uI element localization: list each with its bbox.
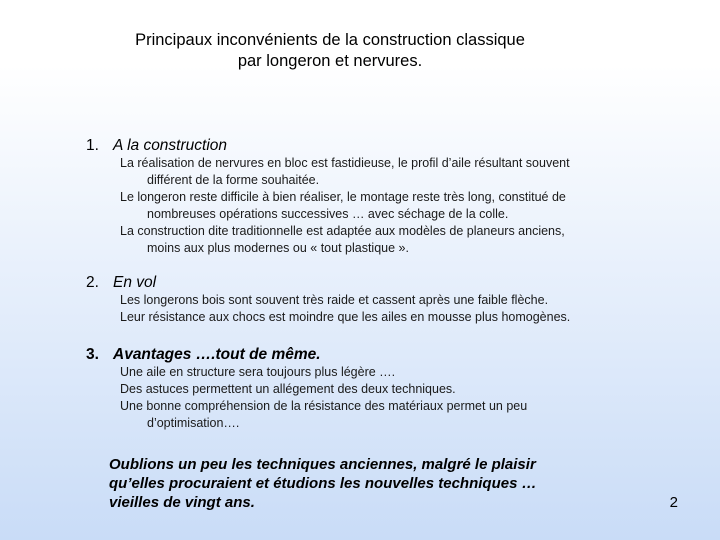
section-title: A la construction xyxy=(113,137,228,154)
item-line: Leur résistance aux chocs est moindre que les ailes en mousse plus homogènes. xyxy=(120,310,571,324)
section-items xyxy=(120,364,527,432)
bullet-item xyxy=(120,155,570,189)
section-number: 2. xyxy=(86,274,99,291)
item-line-continued: nombreuses opérations successives … avec séchage de la colle. xyxy=(147,207,509,221)
bullet-item xyxy=(120,223,570,257)
conclusion-line-1: Oublions un peu les techniques anciennes, malgré le plaisir xyxy=(109,456,536,473)
item-line-continued: différent de la forme souhaitée. xyxy=(147,173,320,187)
section-heading xyxy=(86,273,570,292)
bullet-item xyxy=(120,189,570,223)
section-heading xyxy=(86,136,570,155)
conclusion-line-2: qu’elles procuraient et étudions les nouvelles techniques … xyxy=(109,475,537,492)
section-heading xyxy=(86,345,527,364)
item-line: Le longeron reste difficile à bien réaliser, le montage reste très long, constitué de xyxy=(120,190,566,204)
section-number: 3. xyxy=(86,346,99,363)
section-construction xyxy=(86,136,570,257)
section-number: 1. xyxy=(86,137,99,154)
bullet-item xyxy=(120,364,527,381)
item-line: Des astuces permettent un allégement des deux techniques. xyxy=(120,382,456,396)
bullet-item xyxy=(120,398,527,432)
conclusion-line-3: vieilles de vingt ans. xyxy=(109,494,255,511)
item-line: Les longerons bois sont souvent très raide et cassent après une faible flèche. xyxy=(120,293,549,307)
item-line-continued: d’optimisation…. xyxy=(147,416,240,430)
item-line: Une bonne compréhension de la résistance des matériaux permet un peu xyxy=(120,399,528,413)
item-line: La construction dite traditionnelle est adaptée aux modèles de planeurs anciens, xyxy=(120,224,565,238)
slide-title-line-2: par longeron et nervures. xyxy=(237,52,423,70)
bullet-item xyxy=(120,292,570,309)
section-avantages xyxy=(86,345,527,432)
conclusion-text xyxy=(109,455,537,512)
bullet-item xyxy=(120,309,570,326)
item-line: La réalisation de nervures en bloc est fastidieuse, le profil d’aile résultant souvent xyxy=(120,156,570,170)
section-en-vol xyxy=(86,273,570,326)
slide-title xyxy=(100,30,560,72)
item-line-continued: moins aux plus modernes ou « tout plastique ». xyxy=(147,241,409,255)
page-number: 2 xyxy=(669,494,678,511)
section-items xyxy=(120,155,570,257)
section-title: Avantages ….tout de même. xyxy=(113,346,321,363)
section-title: En vol xyxy=(113,274,157,291)
section-items xyxy=(120,292,570,326)
bullet-item xyxy=(120,381,527,398)
item-line: Une aile en structure sera toujours plus légère …. xyxy=(120,365,396,379)
slide-title-line-1: Principaux inconvénients de la construction classique xyxy=(135,31,525,49)
